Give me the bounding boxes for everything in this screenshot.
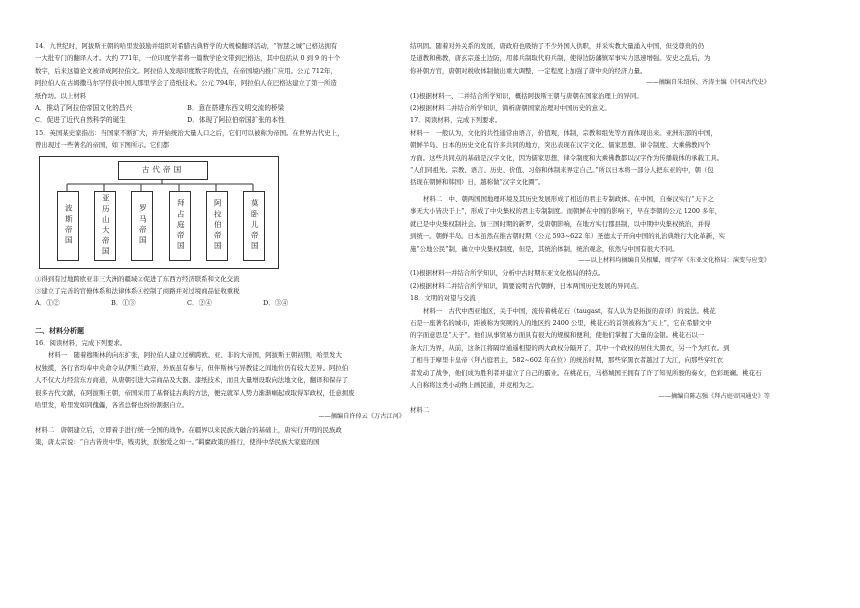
q16-continuation: 你补朝方官，唐朝对税收体制做出重大调整，一定程度上加强了唐中央的经济力量。 [410,66,647,75]
q14-line: 纸作坊。以上材料 [35,91,87,100]
q15-line: 曾出现过一些著名的帝国，如下图所示。它们都 [35,141,170,150]
source-citation: ——以上材料均摘编自吴根耀，周学军《东亚文化格局：演变与应变》 [578,256,770,264]
q16-material-1: 人不仅大力经营东方商道，从唐朝引进大宗商品及大器、漆纸技术，而且大量增设取向法地文化，翻译和保存了 [35,376,349,385]
q17-material-2: 就已是中央集权制社会。加三国时期的新罗，受唐朝影响，在地方实行郡县制，以中期中央集权统治，并得 [410,219,711,228]
source-citation: ——摘编自陈志强《拜占庭帝国通史》等 [658,393,770,401]
q14-options-row [35,114,405,126]
q18-material-1: 的字面意思是“天子”。他们从事贸易方面具有很大的规模和便利，使他们掌握了大量的金银。桃花石以一 [410,331,705,340]
q17-requirement: (1)根据材料一并结合所学知识，分析中古时期东亚文化格局的特点。 [410,269,605,278]
q17-material-2: 材料二 中、朝两国国地理环境及其历史发展形成了相近的君主专制政体。在中国，自秦汉实行“天下之 [423,194,714,203]
question-16 [35,337,405,449]
q16-material-2: 材料二 唐朝建立后，立即着手进行统一全国的战争。在疆界以来民族大融合的基础上，唐实行开明的民族政 [35,425,342,434]
q16-material-1: 很多古代文献，在阿拔斯王朝，帝国采用了基督徒古典的方法，便完就军人势力渐渐崛起或取得军政权，任意拥废 [35,388,355,397]
q15-line: 15．英国某史家指出：当国家不断扩大，并开始统治大量人口之后，它们可以被称为帝国。在世界古代史上， [35,128,344,137]
q14-line: 数字，后来这篇论文被译成阿拉伯文。阿拉伯人发现印度数字的优点，在帝国境内推广应用。公元 712年， [35,66,337,75]
q17-material-1: 朝鲜半岛、日本的历史文化有许多共同的地方，突出表现在汉字文化、儒家思想、律令制度、大乘佛教四个 [410,141,711,150]
q18-material-1: 人自称将这类小动物上画民通，并竞相为之。 [410,380,538,389]
q18-intro: 18．文明的对望与交流 [410,294,476,303]
q15-statement: ①得到有过地跨欧亚非三大洲的疆域②促进了东西方经济联系和文化交流 [35,274,240,283]
option-d: D．③④ [263,299,289,308]
q16-material-1: 材料一 随着穆斯林的向东扩张，阿拉伯人建立过横跨欧、亚、非的大帝国，阿拔斯王朝初期，哈里发大 [48,351,342,360]
diagram-node-arab: 阿拉伯帝国 [206,191,228,261]
option-b: B．①③ [111,299,136,308]
option-a: A．推动了阿拉伯帝国文化的昌兴 [35,104,133,113]
q16-intro: 16．阅读材料，完成下列要求。 [35,338,127,347]
q17-material-1: 材料一 一般认为，文化的共性通常由语言，价值观，体制，宗教和组先等方面体现出来。亚洲东部的中国， [410,128,717,137]
diagram-root: 古代帝国 [118,161,208,180]
option-d: D．体现了阿拉伯帝国扩张的本性 [187,116,285,125]
q18-material-1: 了相当于摩里卡皇帝（拜占庭君主，582~602 年在位）的统治时期，那些穿黑衣者越过了大江，向那些穿红衣 [410,356,723,365]
q17-material-1: “人们同祖先、宗教、语言、历史、价值、习俗和体制来界定自己。”所以日本将一部分人把东亚的中，朝（包 [410,166,714,175]
q16-material-1: 哈里发，哈里发如同傀儡，各省总督也纷纷割据自立。 [35,400,189,409]
q18-material-1: 条大江为界，从前，这条江将隔岸通遥相望的两大政权分隔开了，其中一个政权的居住大黑衣，另一个为红衣。到 [410,343,730,352]
q14-line: 一大批专门的翻译人才。大约 771年，一位印度学者将一篇数学论文带到巴格达，其中包括从 0 到 9 的十个 [35,54,341,63]
q16-requirement: (1)根据材料一、二并结合所学知识，概括阿拔斯王朝与唐朝在国家治理上的异同。 [410,91,643,100]
q18-material-1: 者发动了战争，他们成为胜利者并建立了自己的霸业。在桃花石，马格城国王拥有了许了知见所骏的奏女，色彩斑斓。桃花石 [410,368,762,377]
question-18 [410,292,770,416]
diagram-node-persia: 波斯帝国 [57,191,79,261]
q17-material-1: 方面。这些共同点的基础是汉字文化，因为儒家思想，律令制度和大乘佛教都以汉字作为传播载体的承载工具。 [410,153,724,162]
option-a: A．①② [35,299,60,308]
source-citation: ——摘编自朱绍侯、齐涛主编《中国古代史》 [646,79,770,87]
option-b: B．意在搭建东西文明交流的桥梁 [187,104,285,113]
option-c: C．促进了近代自然科学的诞生 [35,116,126,125]
empire-diagram [39,156,279,269]
diagram-node-mughal: 莫卧儿帝国 [243,191,265,261]
q18-material-1: 材料一 古代中西亚地区，关于中国，流传着桃花石（taugast，有人认为是拓拔的音译）的说法。桃花 [423,306,716,315]
question-14 [35,40,405,127]
q14-line: 阿拉伯人在古姆撒马尔罕俘获中国人那里学会了造纸技术。公元 794年，阿拉伯人在巴格达建立了第一所造 [35,79,337,88]
q17-intro: 17．阅读材料，完成下列要求。 [410,116,502,125]
diagram-node-byzantine: 拜占庭帝国 [169,191,191,261]
source-citation: ——摘编自许倬云《万古江河》 [318,413,405,421]
q15-options-row [35,297,405,309]
q16-material-2: 策，唐太宗说：“自古皆贵中华，贱夷狄，朕独爱之如一。”羁縻政策的推行，使得中华民族大家庭的国 [35,438,320,447]
q15-statement: ③建立了完善的官僚体系和法律体系④控制了商路并对过境商品征收重税 [35,287,240,296]
q14-options-row [35,102,405,114]
q17-material-2: 事无大小皆决于上”，形成了中央集权的君主专制制度。而朝鲜在中国的影响下，早在李朝的公元 1200 多年， [410,207,722,216]
q16-continuation: 是道教和佛教，唐玄宗遂土边防，用募兵制取代府兵制，使得边防藩镇军事实力迅速增强。安史之乱后，为 [410,54,711,63]
q17-material-2: 施“公地公民”制，确立中央集权制度，但是，其统治体制，统治观念，依然与中国有很大不同。 [410,244,679,253]
question-15 [35,127,405,310]
left-column [35,40,405,449]
right-column [410,40,770,416]
q17-material-2: 到统一。朝鲜半岛。日本虽然在推古朝时期（公元 593~622 年）圣德太子开向中国的礼治典维行大化革新，实 [410,232,725,241]
q16-continuation: 结巩固。随着对外关系的发展，唐政府也吸纳了不少外国人供职，并采实教大量涌入中国，但受尊贵的仍 [410,42,704,50]
option-c: C．②④ [187,299,212,308]
q17-requirement: (2)根据材料二并结合所学知识，简要说明古代朝鲜，日本两国历史发展的异同点。 [410,281,643,290]
q17-material-1: 括现在朝鲜和韩国）日，越称做“汉字文化圈”。 [410,178,545,187]
q16-material-1: 权独揽，各行省均奉中央命令从伊斯兰政府，外族虽有参与，但伴斯林与异教徒之间地位仍有较大差异。阿拉伯 [35,363,349,372]
q18-material-2-label: 材料二 [410,405,430,414]
q16-requirement: (2)根据材料二并结合所学知识，简析唐朝国家治理对中国历史的意义。 [410,104,611,113]
diagram-node-rome: 罗马帝国 [131,191,153,261]
diagram-node-alexander: 亚历山大帝国 [94,191,116,261]
q18-material-1: 石是一座著名的城市，距被称为突厥的人的地区约 2400 公里，桃花石的首领被称为“天上”，它在希腊文中 [410,318,712,327]
section-heading: 二、材料分析题 [35,325,84,335]
q14-line: 14．九世纪时，阿拔斯王朝的哈里发鼓励并组织对希腊古典哲学的大规模翻译活动，“智慧之城”已格达拥有 [35,42,338,50]
question-17 [410,114,770,292]
